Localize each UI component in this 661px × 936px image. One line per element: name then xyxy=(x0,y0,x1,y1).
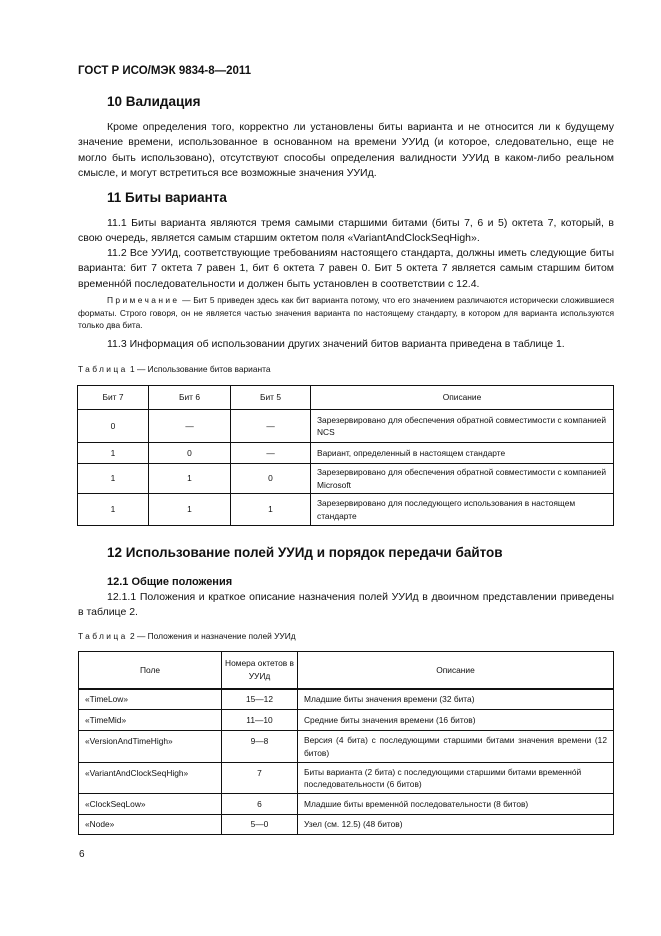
table-row xyxy=(79,710,614,731)
subsection-12-1-title: 12.1 Общие положения xyxy=(107,576,233,588)
cell-description: Версия (4 бита) с последующими старшими битами значения времени (12 битов) xyxy=(298,731,614,763)
table-row xyxy=(78,443,614,464)
page-number: 6 xyxy=(79,849,85,860)
table-row xyxy=(79,794,614,815)
cell-description: Зарезервировано для обеспечения обратной совместимости с компанией Microsoft xyxy=(311,464,614,494)
table-row xyxy=(79,689,614,710)
section-10-title: 10 Валидация xyxy=(107,94,201,109)
paragraph-text: 12.1.1 Положения и краткое описание назначения полей УУИд в двоичном представлении приведены в таблице 2. xyxy=(78,591,614,619)
table-row xyxy=(79,815,614,835)
cell-bit-6: 0 xyxy=(149,443,231,464)
caption-text: 2 — Положения и назначение полей УУИд xyxy=(127,631,296,641)
cell-octets: 11—10 xyxy=(222,710,298,731)
header-bit-7: Бит 7 xyxy=(78,386,149,410)
paragraph-11-2 xyxy=(78,246,614,292)
caption-label: Таблица xyxy=(78,631,128,641)
cell-description: Узел (см. 12.5) (48 битов) xyxy=(298,815,614,835)
caption-text: 1 — Использование битов варианта xyxy=(127,364,271,374)
cell-bit-5: 0 xyxy=(231,464,311,494)
cell-octets: 7 xyxy=(222,763,298,794)
cell-octets: 9—8 xyxy=(222,731,298,763)
cell-bit-6: — xyxy=(149,410,231,443)
caption-label: Таблица xyxy=(78,364,128,374)
section-12-title: 12 Использование полей УУИд и порядок передачи байтов xyxy=(107,545,503,560)
cell-bit-6: 1 xyxy=(149,464,231,494)
cell-field: «Node» xyxy=(79,815,222,835)
paragraph-text: Кроме определения того, корректно ли установлены биты варианта и не относится ли к будущему значение времени, использованное в основанном на времени УУИд (и которое, следовательно, еще не могло быть использовано), отсутствуют способы определения валидности УУИд в каком-либо реальном смысле, и могут встретиться все возможные значения УУИд. xyxy=(78,121,614,179)
header-bit-5: Бит 5 xyxy=(231,386,311,410)
table-row xyxy=(78,494,614,526)
header-octet-numbers: Номера октетов в УУИд xyxy=(222,652,298,689)
table-row xyxy=(78,410,614,443)
cell-bit-5: 1 xyxy=(231,494,311,526)
cell-bit-7: 1 xyxy=(78,494,149,526)
cell-octets: 15—12 xyxy=(222,689,298,710)
document-id: ГОСТ Р ИСО/МЭК 9834-8—2011 xyxy=(78,65,252,77)
table-row xyxy=(78,464,614,494)
cell-octets: 6 xyxy=(222,794,298,815)
table-header-row xyxy=(79,652,614,689)
cell-description: Средние биты значения времени (16 битов) xyxy=(298,710,614,731)
cell-description: Биты варианта (2 бита) с последующими старшими битами временнóй последовательности (6 битов) xyxy=(298,763,614,794)
cell-octets: 5—0 xyxy=(222,815,298,835)
cell-description: Младшие биты значения времени (32 бита) xyxy=(298,689,614,710)
table-1 xyxy=(77,385,614,526)
note-text: — Бит 5 приведен здесь как бит варианта потому, что его значением различаются исторически сложившиеся форматы. Строго говоря, он не является частью значения варианта по настоящему стандарту, в котором для варианта используются только два бита. xyxy=(78,295,614,331)
paragraph-11-1 xyxy=(78,216,614,247)
paragraph-text: 11.2 Все УУИд, соответствующие требованиям настоящего стандарта, должны иметь следующие биты варианта: бит 7 октета 7 равен 1, бит 6 октета 7 равен 0. Бит 5 октета 7 является самым старшим битом временнóй последовательности и должен быть установлен в соответствии с 12.4. xyxy=(78,247,614,290)
note-label: Примечание xyxy=(107,295,180,305)
cell-field: «TimeLow» xyxy=(79,689,222,710)
cell-bit-7: 1 xyxy=(78,464,149,494)
table-row xyxy=(79,731,614,763)
header-description: Описание xyxy=(311,386,614,410)
note-11 xyxy=(78,294,614,332)
cell-bit-6: 1 xyxy=(149,494,231,526)
header-bit-6: Бит 6 xyxy=(149,386,231,410)
cell-bit-5: — xyxy=(231,410,311,443)
cell-field: «ClockSeqLow» xyxy=(79,794,222,815)
cell-field: «VersionAndTimeHigh» xyxy=(79,731,222,763)
paragraph-text: 11.1 Биты варианта являются тремя самыми старшими битами (биты 7, 6 и 5) октета 7, который, в свою очередь, является самым старшим октетом поля «VariantAndClockSeqHigh». xyxy=(78,217,614,245)
header-field: Поле xyxy=(79,652,222,689)
cell-bit-7: 0 xyxy=(78,410,149,443)
cell-description: Вариант, определенный в настоящем стандарте xyxy=(311,443,614,464)
cell-bit-7: 1 xyxy=(78,443,149,464)
section-11-title: 11 Биты варианта xyxy=(107,190,227,205)
paragraph-12-1-1 xyxy=(78,590,614,621)
cell-field: «VariantAndClockSeqHigh» xyxy=(79,763,222,794)
section-10-paragraph xyxy=(78,120,614,181)
cell-description: Зарезервировано для последующего использования в настоящем стандарте xyxy=(311,494,614,526)
cell-bit-5: — xyxy=(231,443,311,464)
table-row xyxy=(79,763,614,794)
cell-description: Младшие биты временнóй последовательности (8 битов) xyxy=(298,794,614,815)
cell-description: Зарезервировано для обеспечения обратной совместимости с компанией NCS xyxy=(311,410,614,443)
header-description: Описание xyxy=(298,652,614,689)
table-2-caption xyxy=(78,631,296,641)
table-1-caption xyxy=(78,364,271,374)
cell-field: «TimeMid» xyxy=(79,710,222,731)
paragraph-text: 11.3 Информация об использовании других значений битов варианта приведена в таблице 1. xyxy=(107,338,565,350)
paragraph-11-3 xyxy=(78,337,614,352)
table-2 xyxy=(78,651,614,835)
table-header-row xyxy=(78,386,614,410)
